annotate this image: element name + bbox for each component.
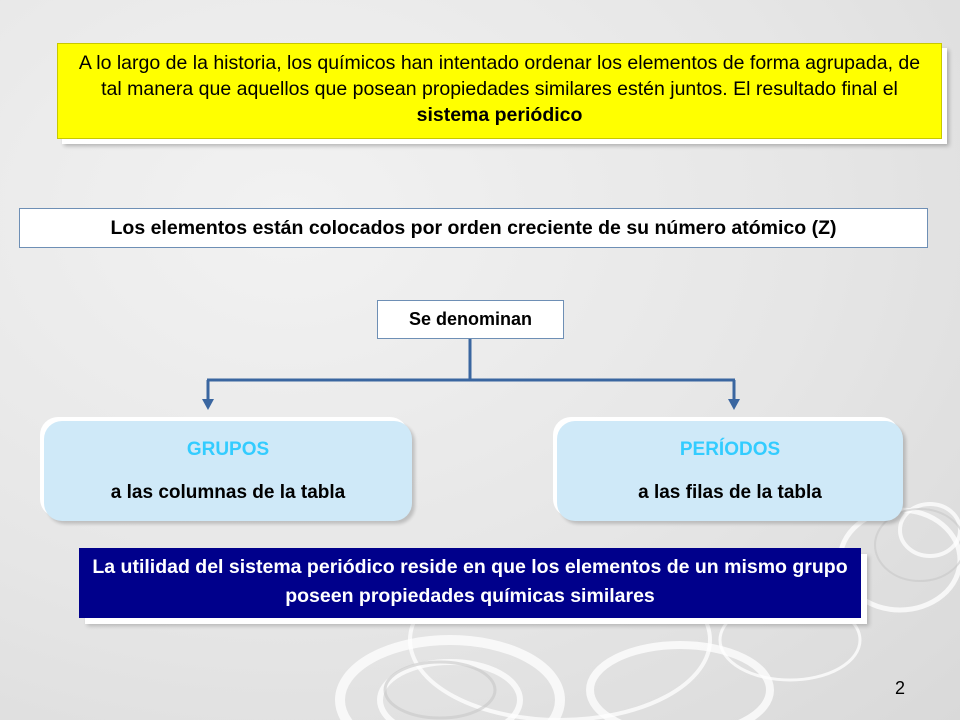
periods-subtitle: a las filas de la tabla (638, 482, 822, 503)
periods-title: PERÍODOS (679, 439, 781, 460)
periods-bubble (557, 421, 903, 521)
utility-statement: La utilidad del sistema periódico reside en que los elementos de un mismo grupo poseen propiedades químicas similares (79, 548, 861, 618)
groups-subtitle: a las columnas de la tabla (110, 482, 346, 503)
intro-highlight: sistema periódico (416, 104, 583, 126)
arrow-left-icon (202, 399, 214, 410)
groups-bubble (44, 421, 412, 521)
arrow-right-icon (728, 399, 740, 410)
order-statement: Los elementos están colocados por orden creciente de su número atómico (Z) (19, 208, 928, 248)
named-label: Se denominan (377, 300, 564, 339)
intro-text: A lo largo de la historia, los químicos han intentado ordenar los elementos de forma agrupada, de tal manera que aquellos que posean propiedades similares estén juntos. El resultado final el (78, 52, 921, 100)
groups-title: GRUPOS (186, 439, 270, 460)
page-number: 2 (894, 678, 905, 698)
